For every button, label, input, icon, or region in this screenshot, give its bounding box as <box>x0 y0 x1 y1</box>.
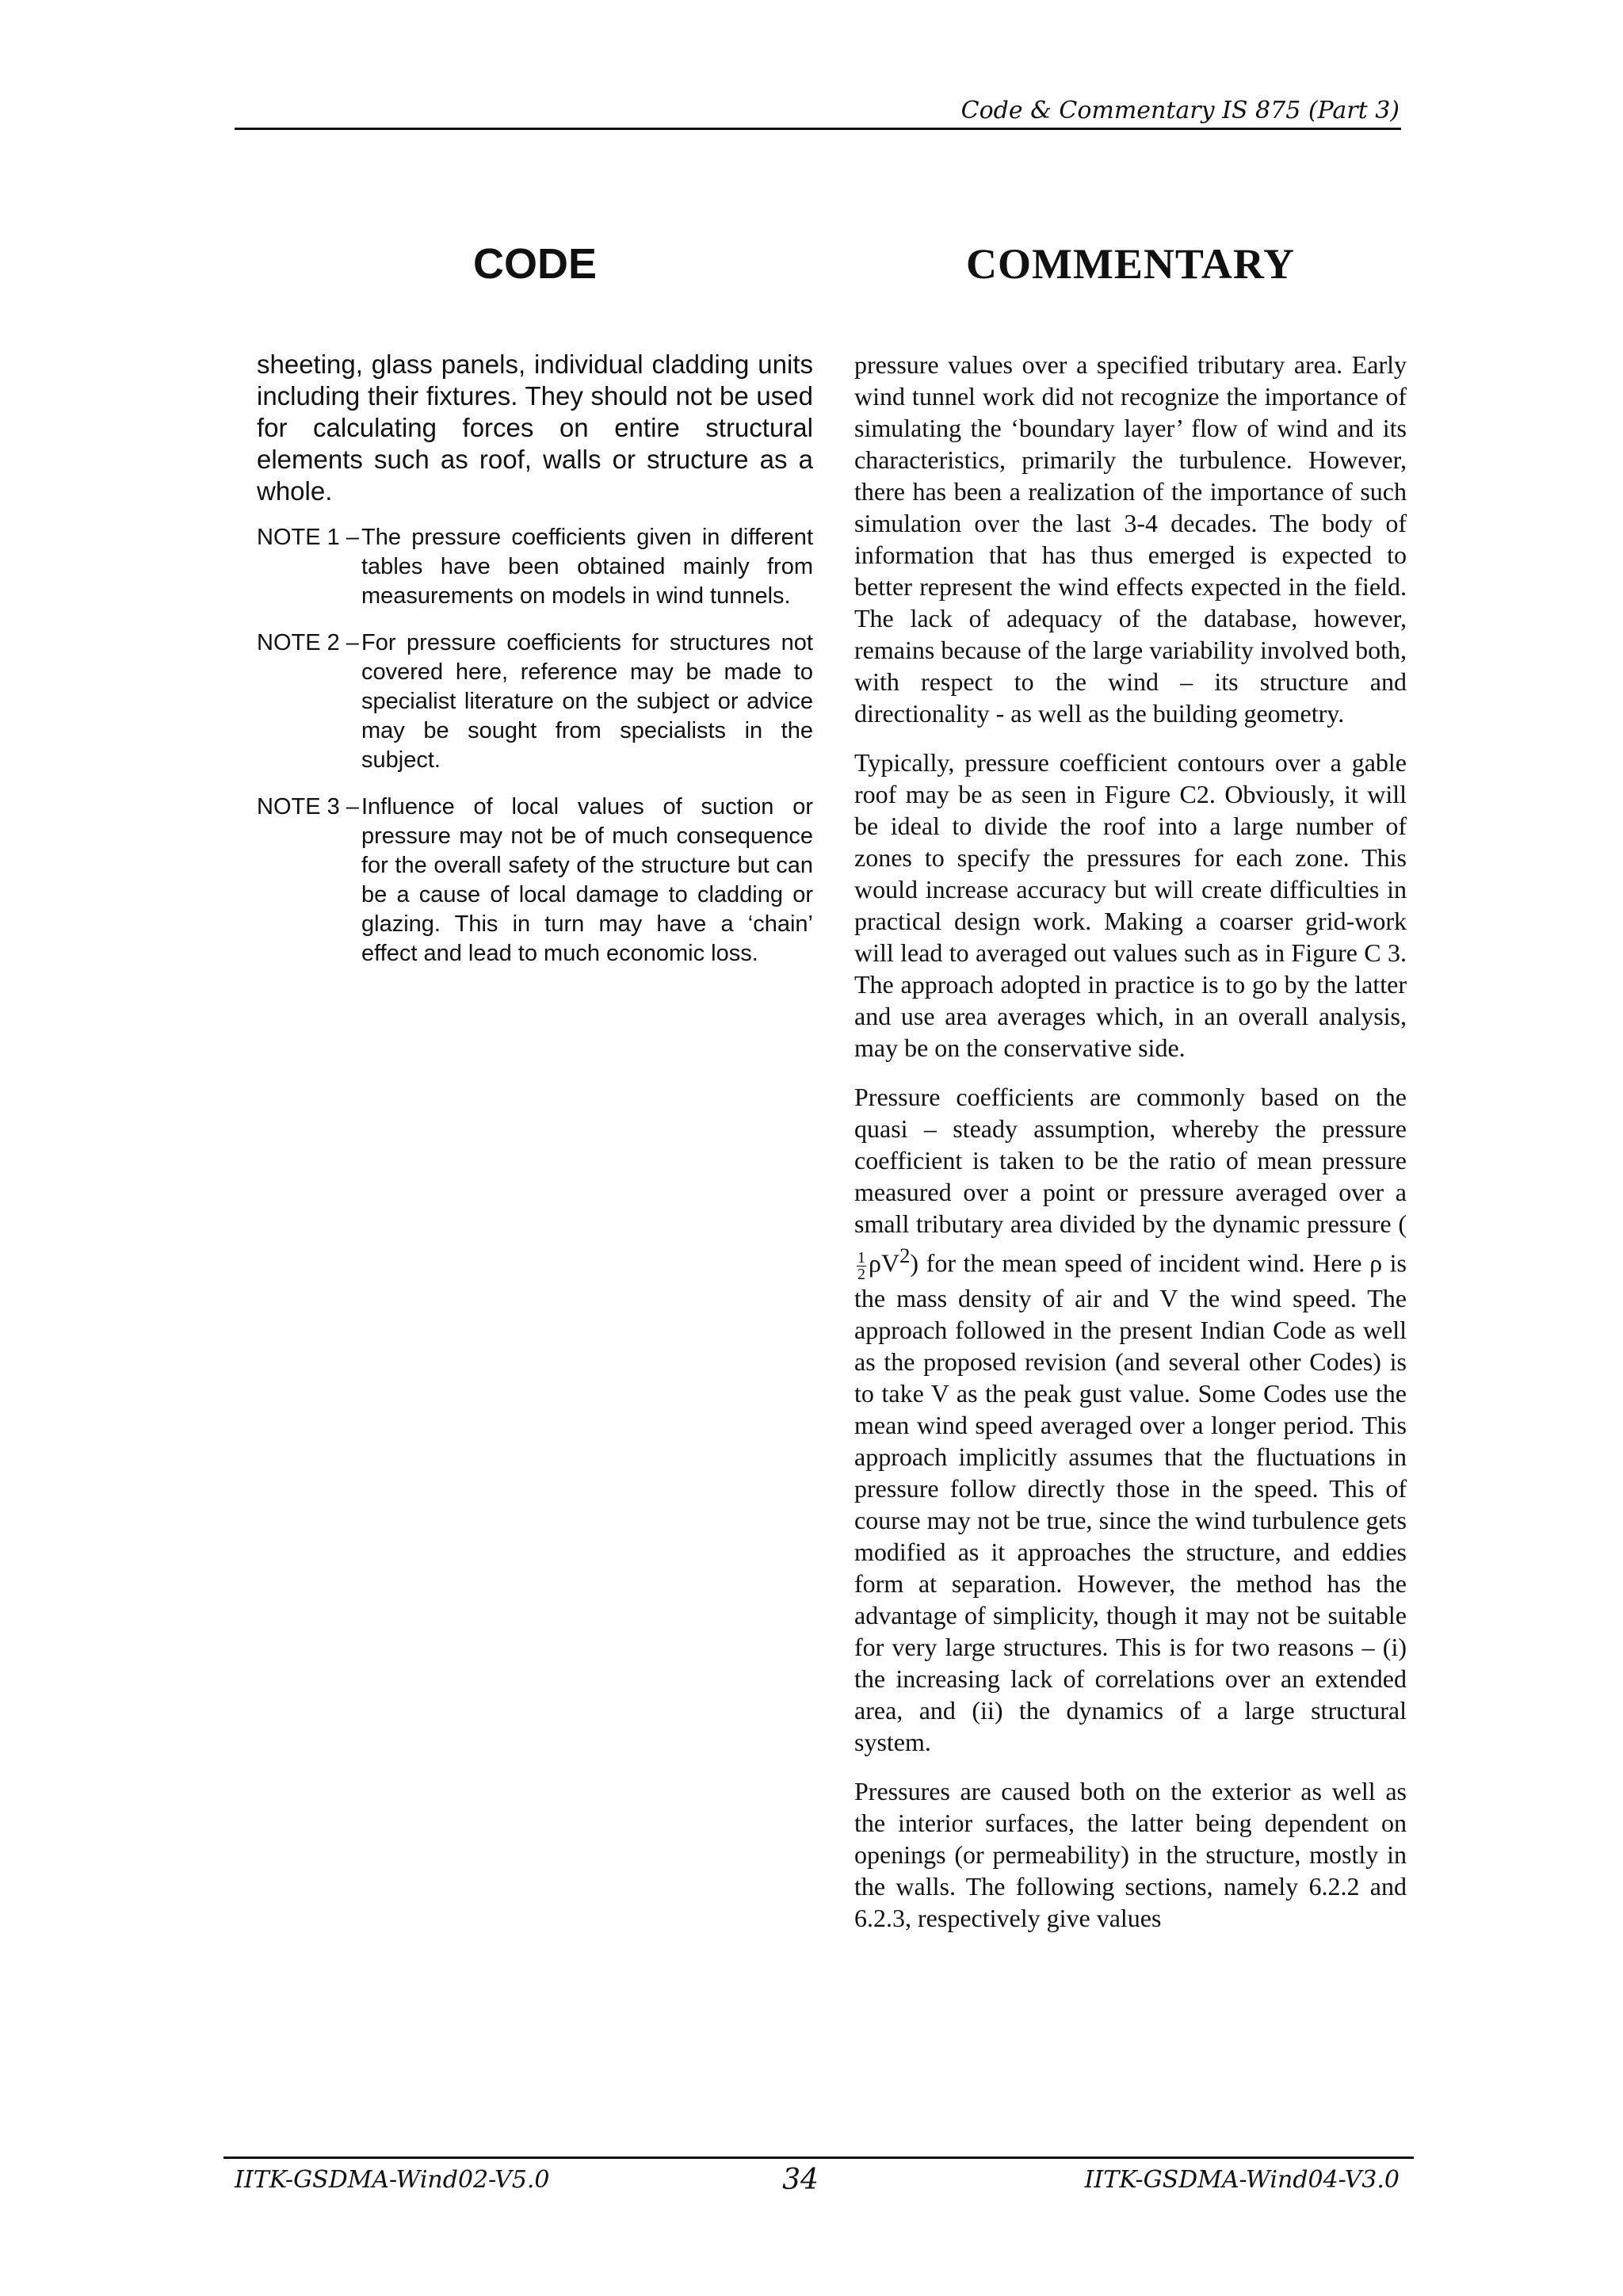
fraction-denominator: 2 <box>857 1265 865 1283</box>
note-3-label: NOTE 3 – <box>257 794 359 819</box>
paragraph-3-text-after: ) for the mean speed of incident wind. Here ρ is the mass density of air and V the wind speed. The approach followed in the present Indian Code as well as the proposed revision (and several other Codes) is to take V as the peak gust value. Some Codes use the mean wind speed averaged over a longer period. This approach implicitly assumes that the fluctuations in pressure follow directly those in the speed. This of course may not be true, since the wind turbulence gets modified as it approaches the structure, and eddies form at separation. However, the method has the advantage of simplicity, though it may not be suitable for very large structures. This is for two reasons – (i) the increasing lack of correlations over an extended area, and (ii) the dynamics of a large structural system. <box>854 1248 1407 1756</box>
fraction-numerator: 1 <box>857 1248 865 1266</box>
commentary-paragraph-1: pressure values over a specified tributary area. Early wind tunnel work did not recognize the importance of simulating the ‘boundary layer’ flow of wind and its characteristics, primarily the turbulence. However, there has been a realization of the importance of such simulation over the last 3-4 decades. The body of information that has thus emerged is expected to better represent the wind effects expected in the field. The lack of adequacy of the database, however, remains because of the large variability involved both, with respect to the wind – its structure and directionality - as well as the building geometry. <box>854 350 1407 728</box>
commentary-column-title: COMMENTARY <box>965 240 1296 288</box>
note-1 <box>257 523 813 611</box>
commentary-paragraph-2: Typically, pressure coefficient contours over a gable roof may be as seen in Figure C2. Obviously, it will be ideal to divide the roof into a large number of zones to specify the pressures for each zone. This would increase accuracy but will create difficulties in practical design work. Making a coarser grid-work will lead to averaged out values such as in Figure C 3. The approach adopted in practice is to go by the latter and use area averages which, in an overall analysis, may be on the conservative side. <box>854 748 1407 1062</box>
commentary-paragraph-4: Pressures are caused both on the exterior as well as the interior surfaces, the latter being dependent on openings (or permeability) in the structure, mostly in the walls. The following sections, namely 6.2.2 and 6.2.3, respectively give values <box>854 1776 1407 1932</box>
code-intro-paragraph: sheeting, glass panels, individual cladding units including their fixtures. They should not be used for calculating forces on entire structural elements such as roof, walls or structure as a whole. <box>257 350 813 506</box>
page-number: 34 <box>782 2164 819 2196</box>
note-1-text: The pressure coefficients given in different tables have been obtained mainly from measurements on models in wind tunnels. <box>361 525 813 609</box>
formula-rho-v: ρV <box>869 1248 900 1278</box>
footer-right-doc-id: IITK-GSDMA-Wind04-V3.0 <box>1084 2166 1400 2194</box>
note-3-text: Influence of local values of suction or pressure may not be of much consequence for the overall safety of the structure but can be a cause of local damage to cladding or glazing. This in turn may have a ‘chain’ effect and lead to much economic loss. <box>361 794 813 966</box>
footer-left-doc-id: IITK-GSDMA-Wind02-V5.0 <box>235 2166 550 2194</box>
note-2 <box>257 628 813 775</box>
formula-exponent: 2 <box>899 1244 911 1267</box>
fraction-one-half <box>857 1250 866 1282</box>
paragraph-3-text-before: Pressure coefficients are commonly based on the quasi – steady assumption, whereby the pressure coefficient is taken to be the ratio of mean pressure measured over a point or pressure averaged over a small tributary area divided by the dynamic pressure ( <box>854 1083 1407 1238</box>
note-2-label: NOTE 2 – <box>257 630 359 655</box>
footer-rule <box>223 2157 1414 2159</box>
note-3 <box>257 793 813 968</box>
note-1-label: NOTE 1 – <box>257 525 359 550</box>
header-rule <box>235 128 1401 130</box>
code-column-title: CODE <box>472 240 597 288</box>
note-2-text: For pressure coefficients for structures not covered here, reference may be made to specialist literature on the subject or advice may be sought from specialists in the subject. <box>361 630 813 773</box>
commentary-paragraph-3 <box>854 1081 1407 1758</box>
page-footer <box>235 2160 1400 2200</box>
code-column <box>257 349 813 986</box>
commentary-column <box>854 349 1407 1951</box>
running-header: Code & Commentary IS 875 (Part 3) <box>960 97 1400 124</box>
